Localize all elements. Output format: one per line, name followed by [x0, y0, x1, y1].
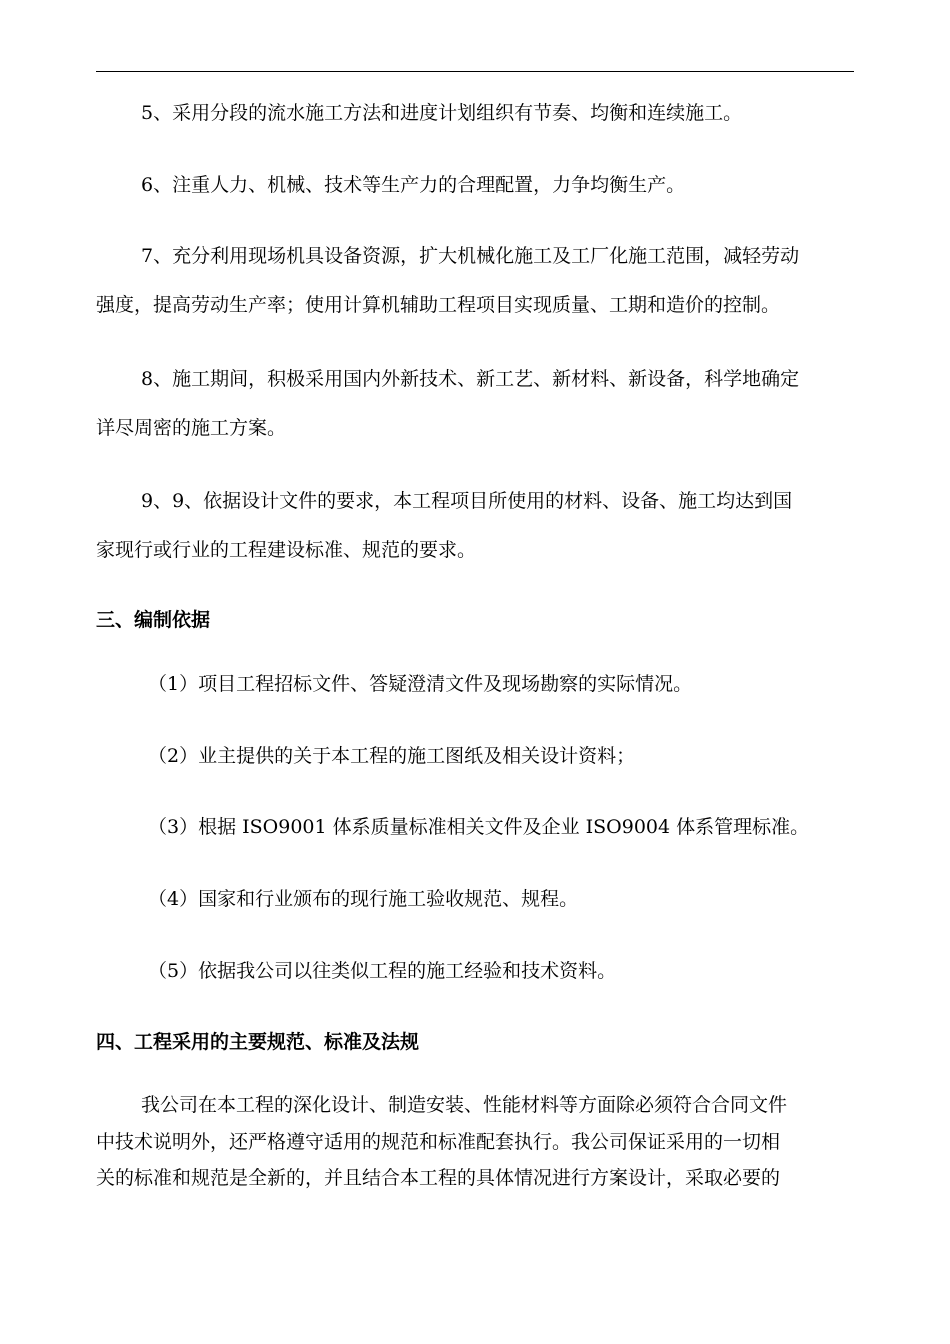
section-4-body-line-1: 我公司在本工程的深化设计、制造安装、性能材料等方面除必须符合合同文件 — [141, 1094, 788, 1116]
section-4-body-line-3: 关的标准和规范是全新的，并且结合本工程的具体情况进行方案设计，采取必要的 — [96, 1167, 781, 1189]
paragraph-7-line-1: 7、充分利用现场机具设备资源，扩大机械化施工及工厂化施工范围，减轻劳动 — [141, 245, 800, 267]
paragraph-5: 5、采用分段的流水施工方法和进度计划组织有节奏、均衡和连续施工。 — [141, 102, 743, 124]
list-item: （2）业主提供的关于本工程的施工图纸及相关设计资料； — [148, 745, 636, 767]
list-item: （1）项目工程招标文件、答疑澄清文件及现场勘察的实际情况。 — [148, 673, 693, 695]
section-3-heading: 三、编制依据 — [96, 609, 211, 631]
paragraph-8-line-2: 详尽周密的施工方案。 — [96, 417, 287, 439]
list-item: （5）依据我公司以往类似工程的施工经验和技术资料。 — [148, 960, 617, 982]
section-4-heading: 四、工程采用的主要规范、标准及法规 — [96, 1031, 420, 1053]
list-item: （3）根据 ISO9001 体系质量标准相关文件及企业 ISO9004 体系管理标准。 — [148, 816, 810, 838]
paragraph-6: 6、注重人力、机械、技术等生产力的合理配置，力争均衡生产。 — [141, 174, 686, 196]
paragraph-9-line-1: 9、9、依据设计文件的要求，本工程项目所使用的材料、设备、施工均达到国 — [141, 490, 793, 512]
list-item: （4）国家和行业颁布的现行施工验收规范、规程。 — [148, 888, 579, 910]
header-rule — [96, 71, 854, 72]
paragraph-9-line-2: 家现行或行业的工程建设标准、规范的要求。 — [96, 539, 477, 561]
paragraph-8-line-1: 8、施工期间，积极采用国内外新技术、新工艺、新材料、新设备，科学地确定 — [141, 368, 800, 390]
section-4-body-line-2: 中技术说明外，还严格遵守适用的规范和标准配套执行。我公司保证采用的一切相 — [96, 1131, 781, 1153]
paragraph-7-line-2: 强度，提高劳动生产率；使用计算机辅助工程项目实现质量、工期和造价的控制。 — [96, 294, 781, 316]
